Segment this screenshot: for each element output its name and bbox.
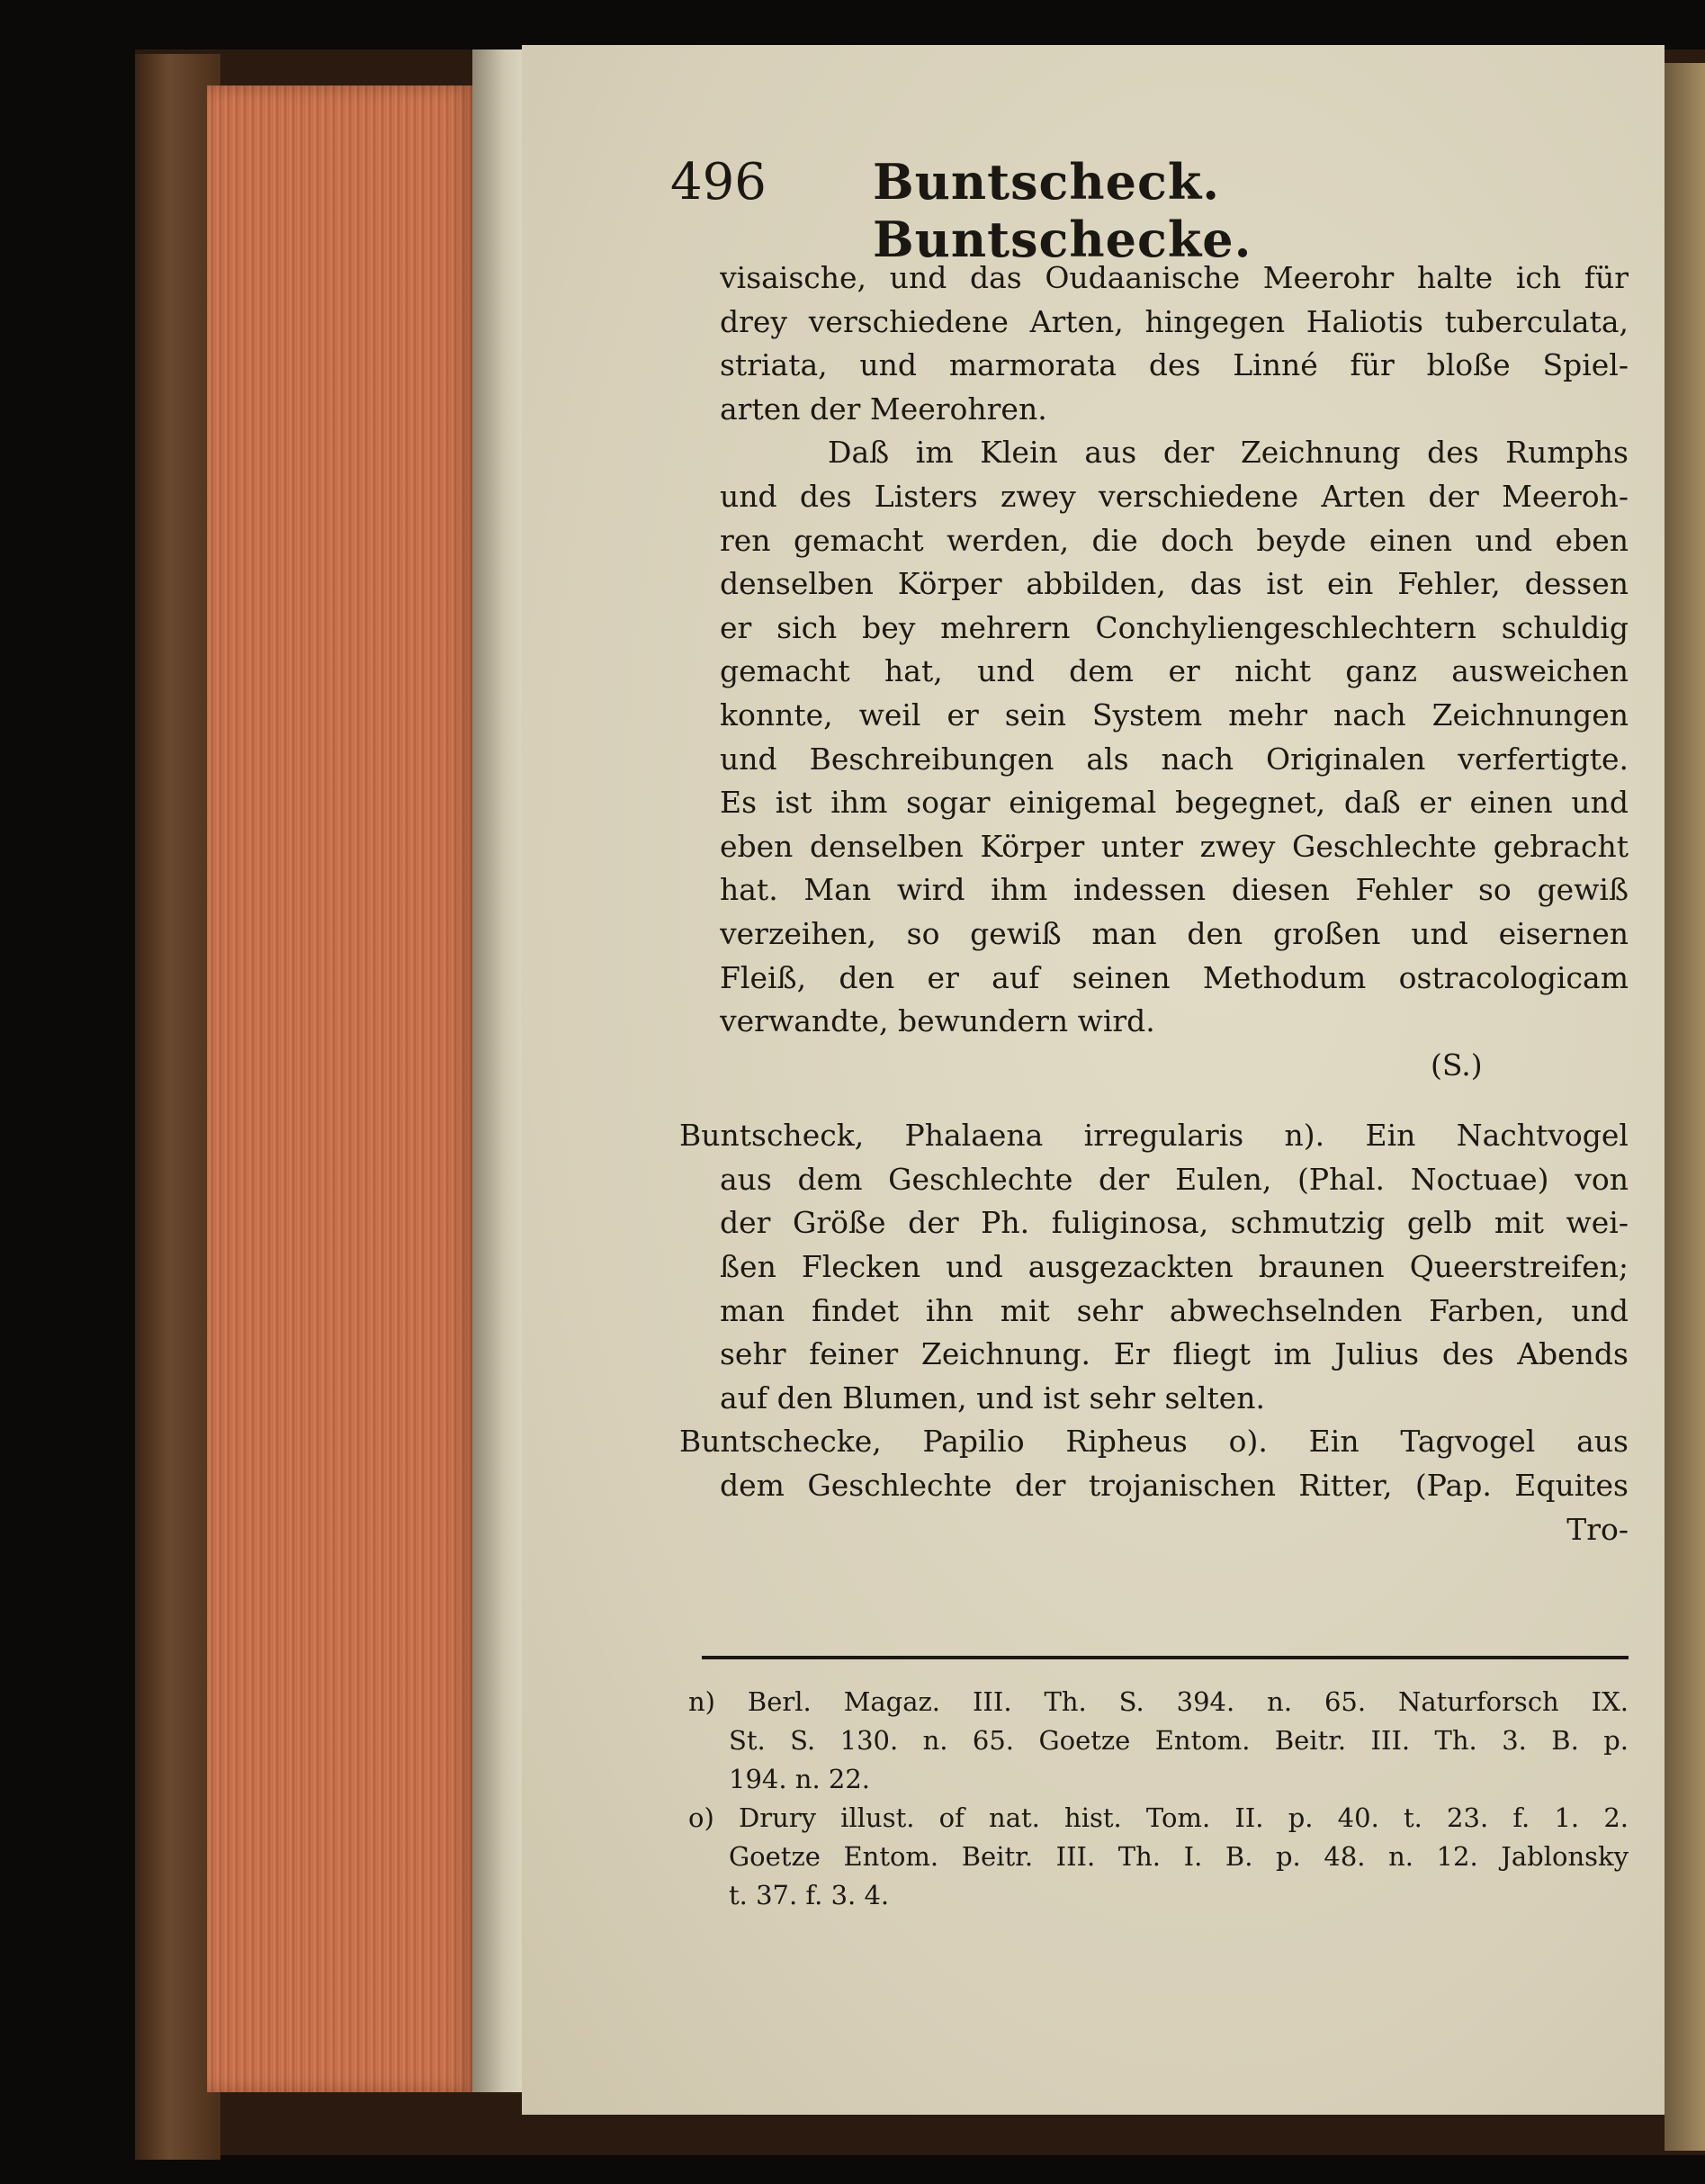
text-line: striata, und marmorata des Linné für bloße Spiel- xyxy=(720,347,1629,383)
footnote-n-line: n) Berl. Magaz. III. Th. S. 394. n. 65. Naturforsch IX. xyxy=(688,1686,1629,1717)
text-line: konnte, weil er sein System mehr nach Zeichnungen xyxy=(720,697,1629,732)
entry-buntscheck-line: ßen Flecken und ausgezackten braunen Queerstreifen; xyxy=(720,1249,1629,1285)
text-line: und des Listers zwey verschiedene Arten der Meeroh- xyxy=(720,478,1629,514)
entry-buntscheck-line: man findet ihn mit sehr abwechselnden Farben, und xyxy=(720,1292,1629,1328)
entry-buntschecke-line: Buntschecke, Papilio Ripheus o). Ein Tagvogel aus xyxy=(679,1424,1629,1460)
facing-page-edge xyxy=(1665,63,1705,2151)
entry-buntscheck-line: sehr feiner Zeichnung. Er fliegt im Julius des Abends xyxy=(720,1336,1629,1372)
text-line: ren gemacht werden, die doch beyde einen und eben xyxy=(720,522,1629,558)
text-line: visaische, und das Oudaanische Meerohr halte ich für xyxy=(720,260,1629,295)
text-line: verzeihen, so gewiß man den großen und eisernen xyxy=(720,915,1629,951)
entry-buntscheck-line: aus dem Geschlechte der Eulen, (Phal. Noctuae) von xyxy=(720,1161,1629,1197)
text-line: Daß im Klein aus der Zeichnung des Rumphs xyxy=(828,435,1629,471)
footnote-rule xyxy=(702,1656,1629,1659)
text-line: gemacht hat, und dem er nicht ganz ausweichen xyxy=(720,653,1629,689)
text-line: und Beschreibungen als nach Originalen verfertigte. xyxy=(720,741,1629,777)
text-line: arten der Meerohren. xyxy=(720,391,1047,427)
text-line: er sich bey mehrern Conchyliengeschlechtern schuldig xyxy=(720,609,1629,645)
entry-buntscheck-line: der Größe der Ph. fuliginosa, schmutzig gelb mit wei- xyxy=(720,1205,1629,1241)
footnote-o-line: Goetze Entom. Beitr. III. Th. I. B. p. 48. n. 12. Jablonsky xyxy=(729,1841,1629,1872)
author-signature: (S.) xyxy=(1431,1047,1483,1083)
text-line: Es ist ihm sogar einigemal begegnet, daß er einen und xyxy=(720,785,1629,821)
text-line: hat. Man wird ihm indessen diesen Fehler so gewiß xyxy=(720,872,1629,908)
entry-buntscheck-line: auf den Blumen, und ist sehr selten. xyxy=(720,1380,1266,1416)
footnote-o-line: t. 37. f. 3. 4. xyxy=(729,1880,890,1910)
body-text xyxy=(679,256,1629,1551)
footnotes xyxy=(688,1683,1629,1915)
page-header xyxy=(670,153,1480,268)
page-edges xyxy=(207,85,477,2092)
entry-buntscheck-line: Buntscheck, Phalaena irregularis n). Ein Nachtvogel xyxy=(679,1118,1629,1154)
text-line: drey verschiedene Arten, hingegen Haliotis tuberculata, xyxy=(720,303,1629,339)
text-line: verwandte, bewundern wird. xyxy=(720,1003,1155,1039)
text-line: denselben Körper abbilden, das ist ein Fehler, dessen xyxy=(720,566,1629,602)
footnote-o-line: o) Drury illust. of nat. hist. Tom. II. p. 40. t. 23. f. 1. 2. xyxy=(688,1802,1629,1833)
text-line: Fleiß, den er auf seinen Methodum ostracologicam xyxy=(720,959,1629,995)
page-number: 496 xyxy=(670,153,767,211)
catchword: Tro- xyxy=(1566,1511,1629,1547)
footnote-n-line: St. S. 130. n. 65. Goetze Entom. Beitr. III. Th. 3. B. p. xyxy=(729,1725,1629,1756)
text-line: eben denselben Körper unter zwey Geschlechte gebracht xyxy=(720,828,1629,864)
running-head: Buntscheck. Buntschecke. xyxy=(873,153,1252,268)
footnote-n-line: 194. n. 22. xyxy=(729,1764,871,1794)
page-gutter xyxy=(472,49,526,2092)
entry-buntschecke-line: dem Geschlechte der trojanischen Ritter, (Pap. Equites xyxy=(720,1468,1629,1504)
